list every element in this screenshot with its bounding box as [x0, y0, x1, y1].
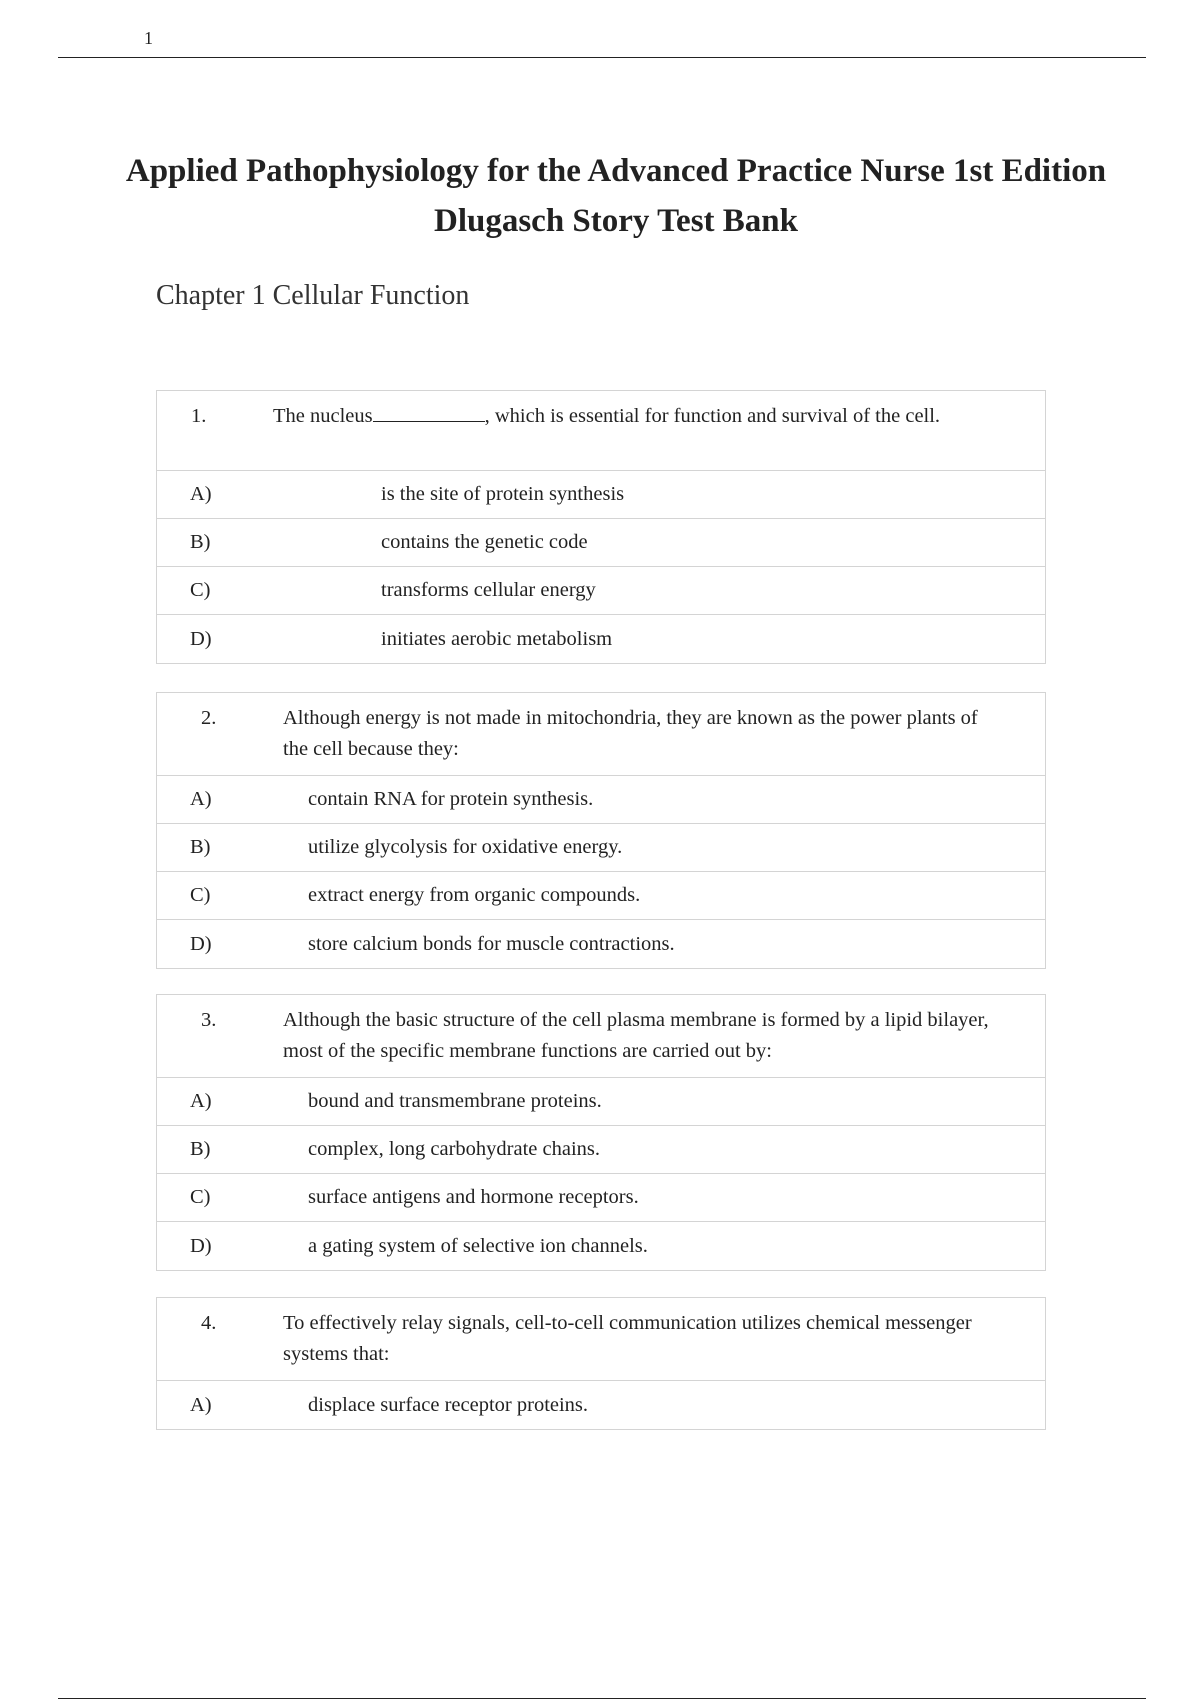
- answer-option-row: [157, 1381, 1045, 1429]
- question-number: 2.: [201, 707, 217, 729]
- answer-option-row: [157, 1078, 1045, 1126]
- question-text: Although the basic structure of the cell plasma membrane is formed by a lipid bilayer, most of the specific membrane functions are carried out by:: [283, 1009, 989, 1062]
- answer-option-text: extract energy from organic compounds.: [308, 884, 641, 906]
- question-stem-row: [157, 391, 1045, 471]
- question-text-before-blank: The nucleus: [273, 405, 373, 427]
- answer-option-text: contain RNA for protein synthesis.: [308, 788, 594, 810]
- answer-option-text: is the site of protein synthesis: [381, 483, 625, 505]
- question-number: 3.: [201, 1009, 217, 1031]
- page-number: 1: [144, 28, 153, 48]
- question-table-4: [156, 1297, 1046, 1430]
- question-text: Although energy is not made in mitochondria, they are known as the power plants of the cell because they:: [283, 707, 978, 760]
- answer-option-label: C): [190, 579, 211, 601]
- answer-option-label: D): [190, 932, 212, 955]
- answer-option-label: A): [190, 1090, 212, 1112]
- question-table-3: [156, 994, 1046, 1271]
- question-text: To effectively relay signals, cell-to-cell communication utilizes chemical messenger systems that:: [283, 1312, 972, 1365]
- question-text-after-blank: , which is essential for function and survival of the cell.: [484, 405, 941, 427]
- answer-option-text: initiates aerobic metabolism: [381, 627, 613, 650]
- answer-option-label: A): [190, 483, 212, 505]
- answer-option-row: [157, 872, 1045, 920]
- answer-option-text: a gating system of selective ion channels.: [308, 1234, 648, 1257]
- question-table-1: [156, 390, 1046, 664]
- answer-option-row: [157, 920, 1045, 968]
- answer-option-row: [157, 824, 1045, 872]
- answer-option-text: transforms cellular energy: [381, 579, 596, 601]
- question-stem-row: [157, 995, 1045, 1078]
- question-text: [273, 401, 1045, 460]
- chapter-heading: Chapter 1 Cellular Function: [156, 280, 470, 311]
- question-stem-row: [157, 693, 1045, 776]
- answer-option-text: bound and transmembrane proteins.: [308, 1090, 602, 1112]
- answer-option-text: contains the genetic code: [381, 531, 588, 553]
- answer-option-row: [157, 615, 1045, 663]
- answer-option-row: [157, 519, 1045, 567]
- answer-option-text: utilize glycolysis for oxidative energy.: [308, 836, 623, 858]
- answer-option-row: [157, 1222, 1045, 1270]
- answer-option-label: B): [190, 836, 211, 858]
- document-title: Applied Pathophysiology for the Advanced Practice Nurse 1st Edition Dlugasch Story Test Bank: [125, 153, 1107, 239]
- answer-option-label: D): [190, 627, 212, 650]
- answer-option-text: displace surface receptor proteins.: [308, 1393, 589, 1416]
- question-number: 4.: [201, 1312, 217, 1334]
- answer-option-label: B): [190, 1138, 211, 1160]
- answer-option-row: [157, 776, 1045, 824]
- answer-option-text: store calcium bonds for muscle contractions.: [308, 932, 675, 955]
- answer-option-row: [157, 471, 1045, 519]
- answer-option-text: surface antigens and hormone receptors.: [308, 1186, 639, 1208]
- answer-option-row: [157, 567, 1045, 615]
- question-table-2: [156, 692, 1046, 969]
- answer-option-label: C): [190, 884, 211, 906]
- header-rule: [58, 57, 1146, 58]
- answer-option-row: [157, 1174, 1045, 1222]
- answer-option-row: [157, 1126, 1045, 1174]
- answer-option-text: complex, long carbohydrate chains.: [308, 1138, 601, 1160]
- answer-option-label: C): [190, 1186, 211, 1208]
- question-stem-row: [157, 1298, 1045, 1381]
- fill-in-blank-line: [373, 401, 485, 422]
- answer-option-label: D): [190, 1234, 212, 1257]
- footer-rule: [58, 1698, 1146, 1699]
- answer-option-label: B): [190, 531, 211, 553]
- answer-option-label: A): [190, 1393, 212, 1416]
- answer-option-label: A): [190, 788, 212, 810]
- question-number: 1.: [191, 405, 207, 427]
